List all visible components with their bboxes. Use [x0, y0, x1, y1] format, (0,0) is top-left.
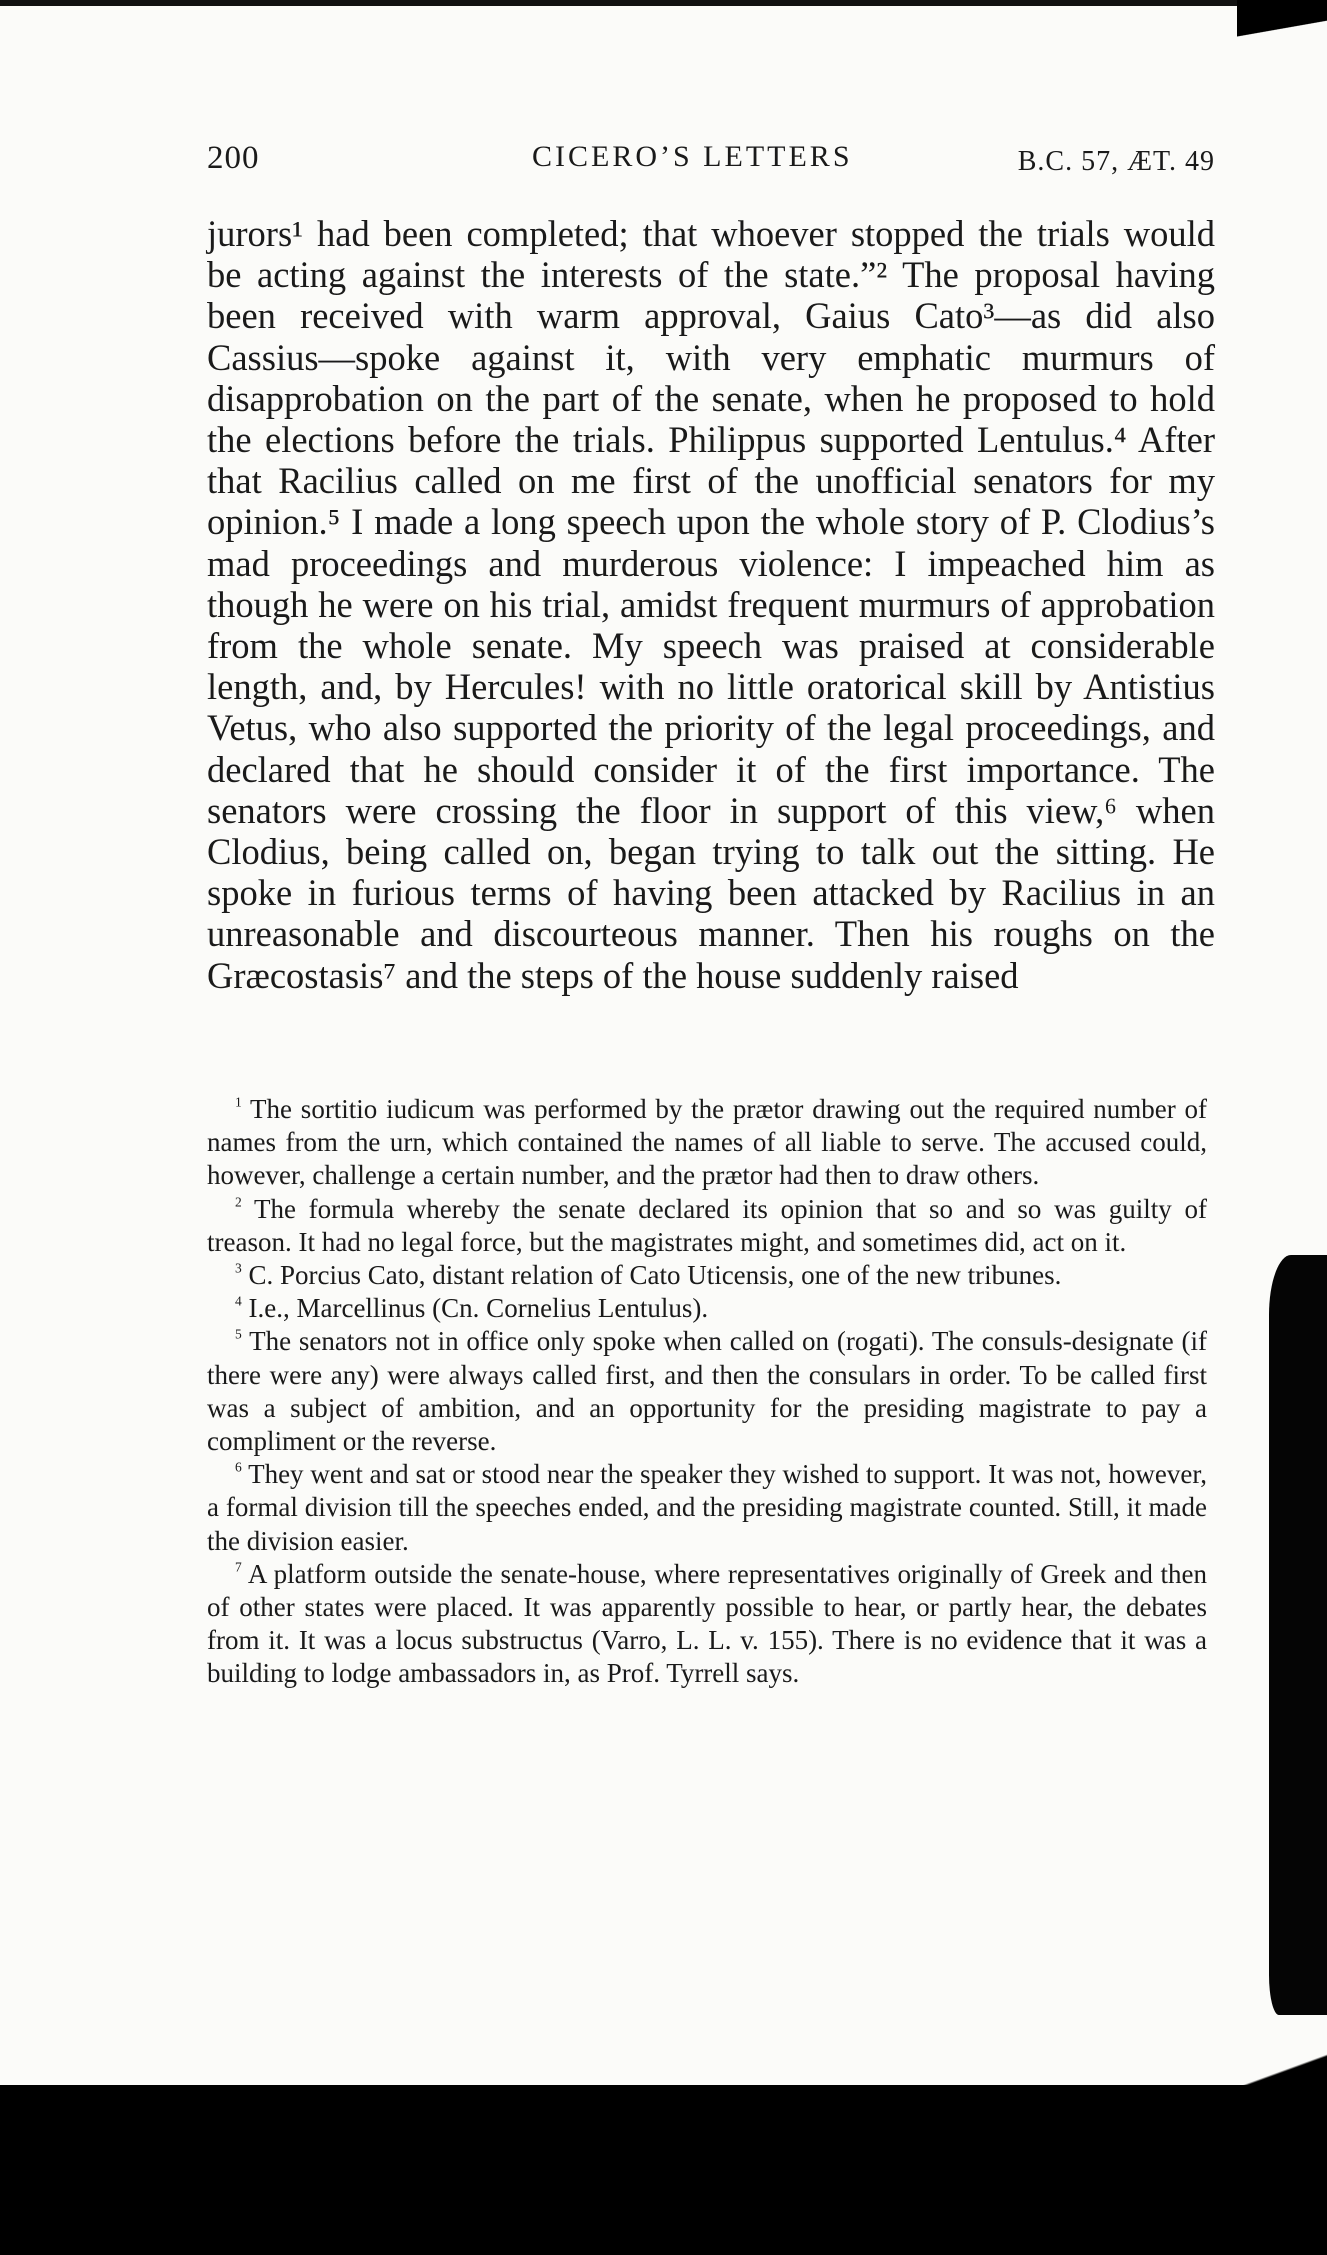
- scan-bottom-band: [0, 2085, 1327, 2255]
- footnote: [207, 1193, 1207, 1259]
- footnote: [207, 1259, 1207, 1292]
- footnotes: [207, 1093, 1207, 1691]
- footnote-marker: 5: [235, 1326, 242, 1342]
- footnote-text: The formula whereby the senate declared its opinion that so and so was guilty of treason. It had no legal force, but the magistrates might, and sometimes did, act on it.: [207, 1193, 1208, 1257]
- scan-top-rule: [0, 0, 1250, 6]
- footnote-text: They went and sat or stood near the speaker they wished to support. It was not, however, a formal division till the speeches ended, and the presiding magistrate counted. Still, it made the division easier.: [207, 1459, 1207, 1556]
- footnote: [207, 1558, 1207, 1691]
- footnote-text: I.e., Marcellinus (Cn. Cornelius Lentulus).: [248, 1293, 709, 1324]
- page-number: 200: [207, 140, 260, 176]
- scan-corner-shadow: [1237, 0, 1327, 50]
- footnote-text: C. Porcius Cato, distant relation of Cato Uticensis, one of the new tribunes.: [248, 1260, 1062, 1291]
- footnote-marker: 1: [235, 1094, 242, 1110]
- footnote-marker: 7: [235, 1559, 242, 1575]
- footnote-marker: 6: [235, 1459, 242, 1475]
- footnote-marker: 3: [235, 1260, 242, 1276]
- running-header: [207, 140, 1215, 184]
- main-text: jurors¹ had been completed; that whoever stopped the trials would be acting against the interests of the state.”² The proposal having been received with warm approval, Gaius Cato³—as did also Cassius—spoke against it, with very emphatic murmurs of disapprobation on the part of the senate, when he proposed to hold the elections before the trials. Philippus supported Lentulus.⁴ After that Racilius called on me first of the unofficial senators for my opinion.⁵ I made a long speech upon the whole story of P. Clodius’s mad proceedings and murderous violence: I impeached him as though he were on his trial, amidst frequent murmurs of approbation from the whole senate. My speech was praised at considerable length, and, by Hercules! with no little oratorical skill by Antistius Vetus, who also supported the priority of the legal proceedings, and declared that he should consider it of the first importance. The senators were crossing the floor in support of this view,⁶ when Clodius, being called on, began trying to talk out the sitting. He spoke in furious terms of having been attacked by Racilius in an unreasonable and discourteous manner. Then his roughs on the Græcostasis⁷ and the steps of the house suddenly raised: [207, 213, 1215, 996]
- footnote: [207, 1325, 1207, 1458]
- scan-edge-shadow: [1269, 1255, 1327, 2015]
- running-title: CICERO’S LETTERS: [532, 140, 853, 173]
- footnote: [207, 1292, 1207, 1325]
- footnote-marker: 4: [235, 1293, 242, 1309]
- footnote: [207, 1093, 1207, 1193]
- footnote-text: The sortitio iudicum was performed by the prætor drawing out the required number of names from the urn, which contained the names of all liable to serve. The accused could, however, challenge a certain number, and the prætor had then to draw others.: [207, 1094, 1207, 1191]
- running-date: B.C. 57, ÆT. 49: [1017, 146, 1215, 177]
- footnote-text: A platform outside the senate-house, where representatives originally of Greek and then of other states were placed. It was apparently possible to hear, or partly hear, the debates from it. It was a locus substructus (Varro, L. L. v. 155). There is no evidence that it was a building to lodge ambassadors in, as Prof. Tyrrell says.: [207, 1558, 1207, 1689]
- footnote: [207, 1458, 1207, 1558]
- footnote-text: The senators not in office only spoke when called on (rogati). The consuls-designate (if there were any) were always called first, and then the consulars in order. To be called first was a subject of ambition, and an opportunity for the presiding magistrate to pay a compliment or the reverse.: [207, 1326, 1208, 1457]
- footnote-marker: 2: [235, 1194, 242, 1210]
